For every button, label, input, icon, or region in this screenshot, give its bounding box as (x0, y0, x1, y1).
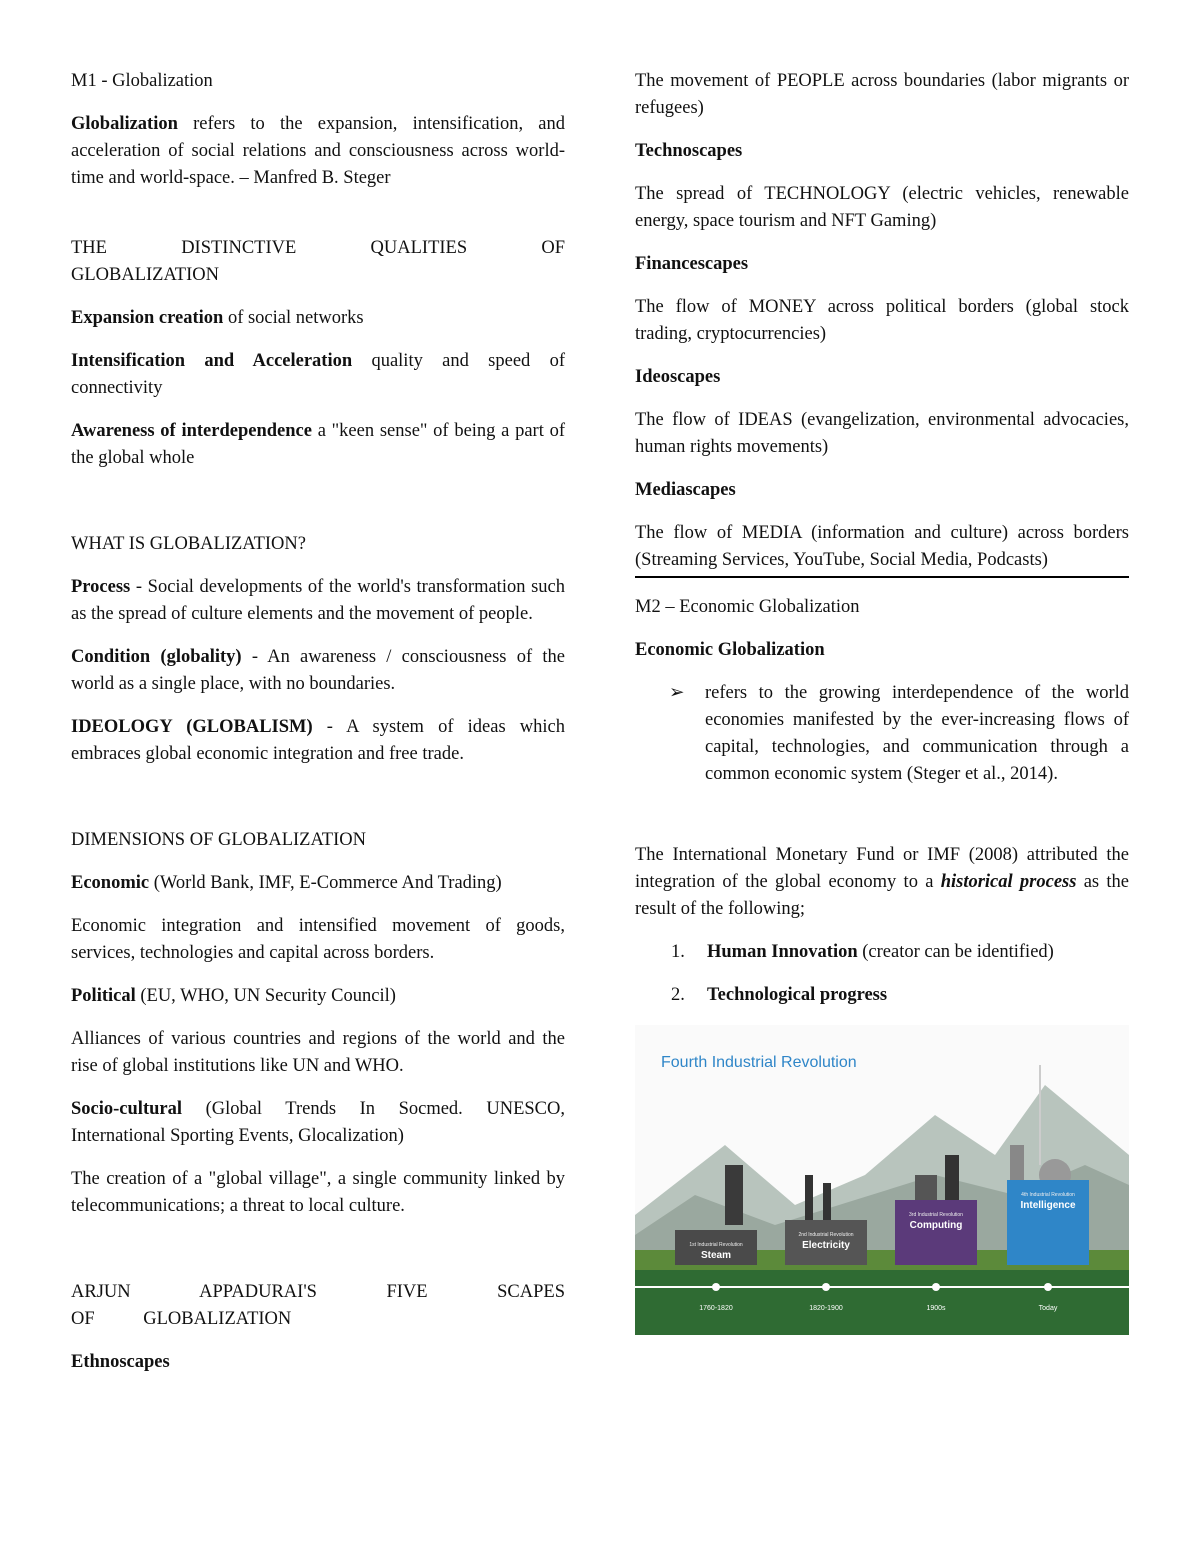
what-term: Process (71, 577, 131, 597)
arrow-bullet-icon: ➢ (669, 683, 685, 703)
quality-text: of social networks (223, 308, 364, 328)
what-text: - Social developments of the world's transformation such as the spread of culture elements and the movement of people. (71, 577, 565, 624)
figure-graphic (635, 1025, 1129, 1335)
section-divider (635, 576, 1129, 578)
ethnoscapes-term (71, 1349, 565, 1376)
dimension-item (71, 1096, 565, 1150)
globalization-definition (71, 111, 565, 192)
figure-title: Fourth Industrial Revolution (661, 1054, 857, 1071)
scape-term (635, 477, 1129, 504)
scapes-heading (71, 1279, 565, 1333)
scapes-heading-text: ARJUN APPADURAI'S FIVE SCAPES OF GLOBALIZATION (71, 1282, 565, 1329)
dimension-text: (World Bank, IMF, E-Commerce And Trading) (149, 873, 502, 893)
scape-desc: The flow of MONEY across political borders (global stock trading, cryptocurrencies) (635, 297, 1129, 344)
scape-term-label: Mediascapes (635, 480, 736, 500)
stage-label: Steam (700, 1250, 732, 1261)
scape-term-label: Technoscapes (635, 141, 743, 161)
what-item (71, 574, 565, 628)
econ-bullet-text: refers to the growing interdependence of the world economies manifested by the ever-increasing flows of capital, technologies, and communication through a common economic system (Steger et al., 2014). (705, 683, 1129, 784)
stage-label: Computing (909, 1220, 963, 1231)
quality-item (71, 418, 565, 472)
quality-term: Expansion creation (71, 308, 224, 328)
dimension-item (71, 870, 565, 897)
list-text: (creator can be identified) (857, 942, 1054, 962)
quality-item (71, 305, 565, 332)
scape-term-label: Ideoscapes (635, 367, 721, 387)
timeline-date: Today (1038, 1305, 1058, 1312)
list-item (671, 939, 1129, 966)
timeline-dot (1044, 1283, 1052, 1291)
dimension-term: Economic (71, 873, 150, 893)
timeline-date: 1900s (926, 1305, 946, 1312)
scape-desc: The flow of IDEAS (evangelization, environmental advocacies, human rights movements) (635, 410, 1129, 457)
what-term: IDEOLOGY (GLOBALISM) (71, 717, 313, 737)
what-heading: WHAT IS GLOBALIZATION? (71, 534, 306, 554)
timeline-date: 1760-1820 (699, 1305, 733, 1312)
quality-text: quality and speed of connectivity (71, 351, 565, 398)
quality-term: Intensification and Acceleration (71, 351, 353, 371)
scape-desc: The flow of MEDIA (information and culture) across borders (Streaming Services, YouTube, Social Media, Podcasts) (635, 523, 1129, 570)
econ-bullet (669, 680, 1129, 788)
what-text: - A system of ideas which embraces global economic integration and free trade. (71, 717, 565, 764)
definition-term: Globalization (71, 114, 178, 134)
module-title: M1 - Globalization (71, 71, 213, 91)
industrial-revolution-figure (635, 1025, 1129, 1335)
econ-heading (635, 637, 1129, 664)
scape-term (635, 138, 1129, 165)
timeline-dot (712, 1283, 720, 1291)
ethno-desc: The movement of PEOPLE across boundaries (labor migrants or refugees) (635, 71, 1129, 118)
dimension-term: Socio-cultural (71, 1099, 182, 1119)
dimensions-heading: DIMENSIONS OF GLOBALIZATION (71, 830, 366, 850)
m2-title: M2 – Economic Globalization (635, 597, 860, 617)
list-item (671, 982, 1129, 1009)
dimension-text: (Global Trends In Socmed. UNESCO, International Sporting Events, Glocalization) (71, 1099, 565, 1146)
left-column (71, 68, 565, 1392)
scape-term (635, 364, 1129, 391)
imf-text-2: as the result of the following; (635, 872, 1130, 919)
stage-small-label: 3rd Industrial Revolution (909, 1212, 963, 1218)
stage-label: Intelligence (1020, 1200, 1076, 1211)
stage-small-label: 4th Industrial Revolution (1021, 1192, 1075, 1198)
imf-italic: historical process (940, 872, 1077, 892)
list-term: Human Innovation (707, 942, 858, 962)
what-term: Condition (globality) (71, 647, 242, 667)
timeline-dot (822, 1283, 830, 1291)
dimension-term: Political (71, 986, 136, 1006)
ethnoscapes-label: Ethnoscapes (71, 1352, 170, 1372)
stage-small-label: 2nd Industrial Revolution (798, 1232, 854, 1238)
stage-small-label: 1st Industrial Revolution (689, 1242, 743, 1248)
scape-term (635, 251, 1129, 278)
qualities-heading-text: THE DISTINCTIVE QUALITIES OF GLOBALIZATION (71, 238, 565, 285)
qualities-heading (71, 235, 565, 289)
timeline-date: 1820-1900 (809, 1305, 843, 1312)
quality-text: a "keen sense" of being a part of the global whole (71, 421, 565, 468)
timeline-dot (932, 1283, 940, 1291)
dimension-item (71, 983, 565, 1010)
quality-item (71, 348, 565, 402)
dimension-desc: The creation of a "global village", a single community linked by telecommunications; a threat to local culture. (71, 1169, 565, 1216)
dimension-desc: Alliances of various countries and regions of the world and the rise of global institutions like UN and WHO. (71, 1029, 565, 1076)
list-number: 2. (671, 985, 685, 1005)
list-number: 1. (671, 942, 685, 962)
dimension-desc: Economic integration and intensified movement of goods, services, technologies and capital across borders. (71, 916, 565, 963)
stage-label: Electricity (802, 1240, 850, 1251)
imf-text-1: The International Monetary Fund or IMF (2008) attributed the integration of the global economy to a (635, 845, 1129, 892)
right-column (635, 68, 1129, 1335)
what-item (71, 644, 565, 698)
quality-term: Awareness of interdependence (71, 421, 312, 441)
stage-block (895, 1200, 977, 1265)
imf-paragraph (635, 842, 1129, 923)
econ-heading-text: Economic Globalization (635, 640, 825, 660)
list-term: Technological progress (707, 985, 888, 1005)
scape-term-label: Financescapes (635, 254, 749, 274)
what-text: - An awareness / consciousness of the world as a single place, with no boundaries. (71, 647, 565, 694)
definition-text: refers to the expansion, intensification, and acceleration of social relations and consciousness across world-time and world-space. – Manfred B. Steger (71, 114, 565, 188)
what-item (71, 714, 565, 768)
scape-desc: The spread of TECHNOLOGY (electric vehicles, renewable energy, space tourism and NFT Gaming) (635, 184, 1129, 231)
dimension-text: (EU, WHO, UN Security Council) (135, 986, 396, 1006)
